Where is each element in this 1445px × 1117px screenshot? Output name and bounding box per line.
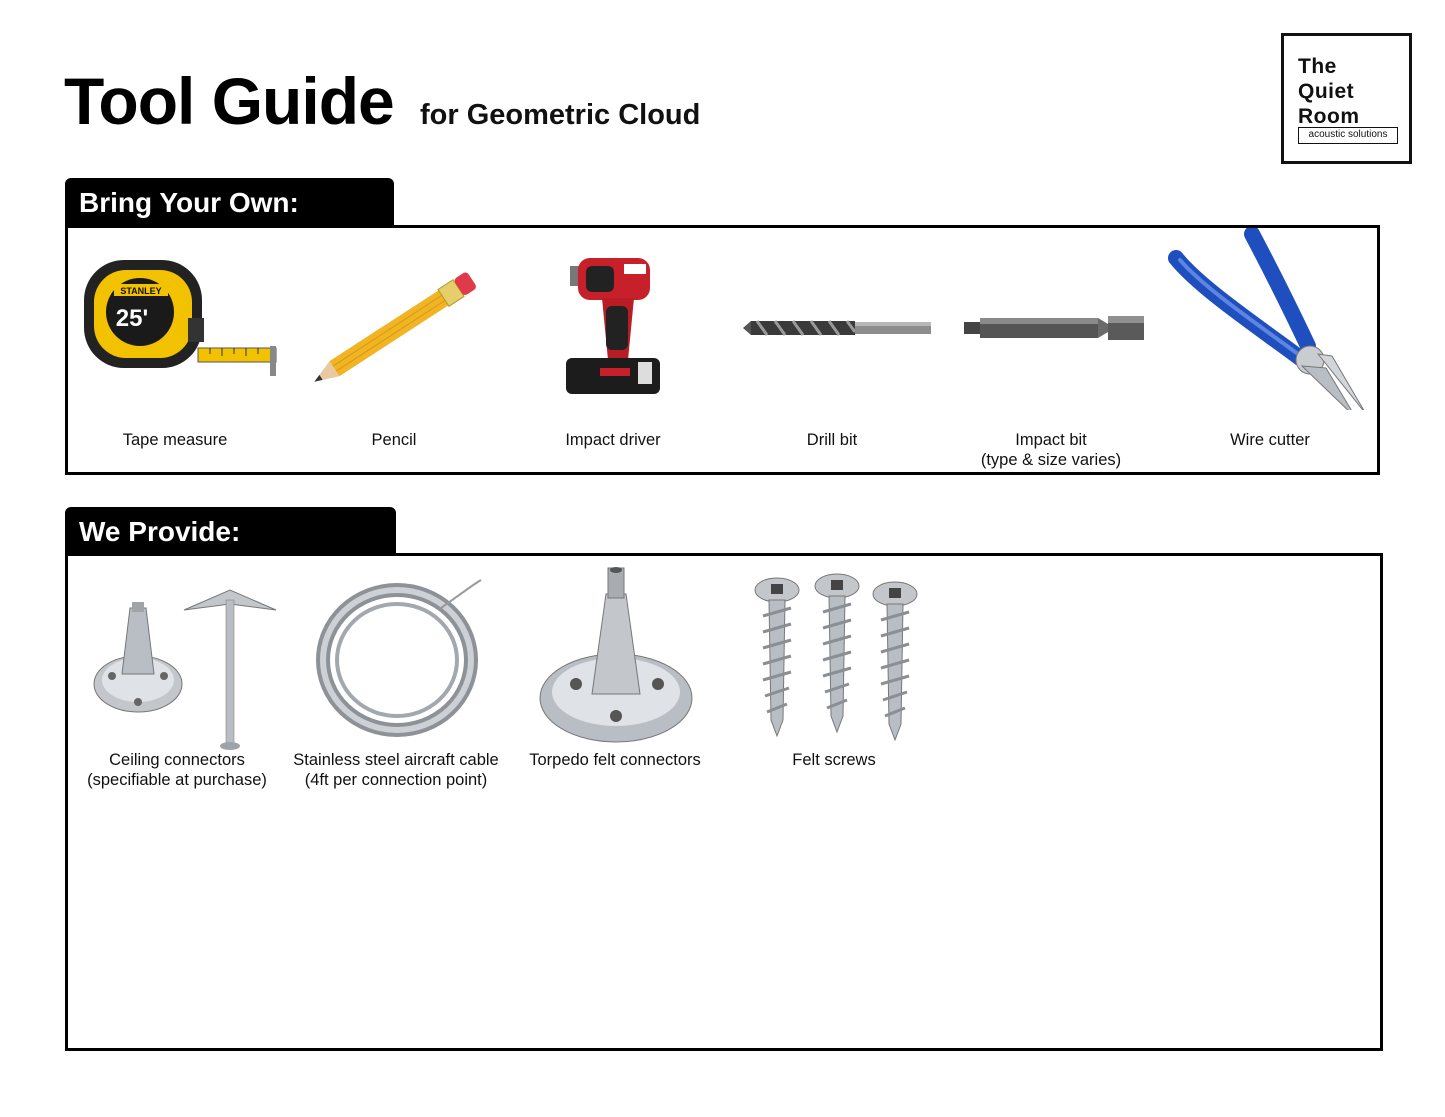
tool-item xyxy=(65,250,285,450)
drill-bit-icon xyxy=(727,250,937,410)
provided-note: (4ft per connection point) xyxy=(304,771,488,789)
provided-item xyxy=(286,564,506,790)
impact-bit-icon xyxy=(946,250,1156,410)
svg-text:25': 25' xyxy=(115,305,149,332)
tool-label: Impact driver xyxy=(565,431,661,449)
torpedo-connector-icon xyxy=(510,564,720,750)
impact-driver-icon xyxy=(508,250,718,410)
tool-item xyxy=(941,250,1161,470)
tool-item xyxy=(503,250,723,450)
provided-note: (specifiable at purchase) xyxy=(87,771,267,789)
provided-label: Felt screws xyxy=(792,751,876,769)
tool-label: Pencil xyxy=(371,431,417,449)
provided-item xyxy=(67,564,287,790)
ceiling-connector-icon xyxy=(72,564,282,750)
tool-item xyxy=(284,250,504,450)
tool-label: Tape measure xyxy=(122,431,228,449)
tool-label: Impact bit xyxy=(1015,431,1087,449)
cable-coil-icon xyxy=(291,564,501,750)
tool-item xyxy=(722,250,942,450)
wire-cutter-icon xyxy=(1160,228,1380,410)
provided-item xyxy=(505,564,725,770)
pencil-icon xyxy=(289,250,499,410)
provided-label: Torpedo felt connectors xyxy=(529,751,701,769)
tool-note: (type & size varies) xyxy=(980,451,1122,469)
svg-text:STANLEY: STANLEY xyxy=(120,286,162,296)
page-subtitle: for Geometric Cloud xyxy=(420,99,701,131)
tool-label: Drill bit xyxy=(806,431,858,449)
logo-line-3: Room xyxy=(1298,105,1360,128)
provided-label: Ceiling connectors xyxy=(109,751,245,769)
logo-line-2: Quiet xyxy=(1298,80,1355,103)
we-provide-heading: We Provide: xyxy=(65,507,396,557)
tool-label: Wire cutter xyxy=(1230,431,1310,449)
brand-logo xyxy=(1281,33,1412,164)
provided-item xyxy=(724,564,944,770)
provided-label: Stainless steel aircraft cable xyxy=(293,751,499,769)
logo-line-1: The xyxy=(1298,55,1337,78)
page-title: Tool Guide xyxy=(64,64,394,138)
tape-measure-icon xyxy=(70,250,280,410)
tool-item xyxy=(1160,228,1380,450)
bring-your-own-heading: Bring Your Own: xyxy=(65,178,394,228)
screws-icon xyxy=(729,564,939,750)
logo-tagline: acoustic solutions xyxy=(1298,127,1398,144)
